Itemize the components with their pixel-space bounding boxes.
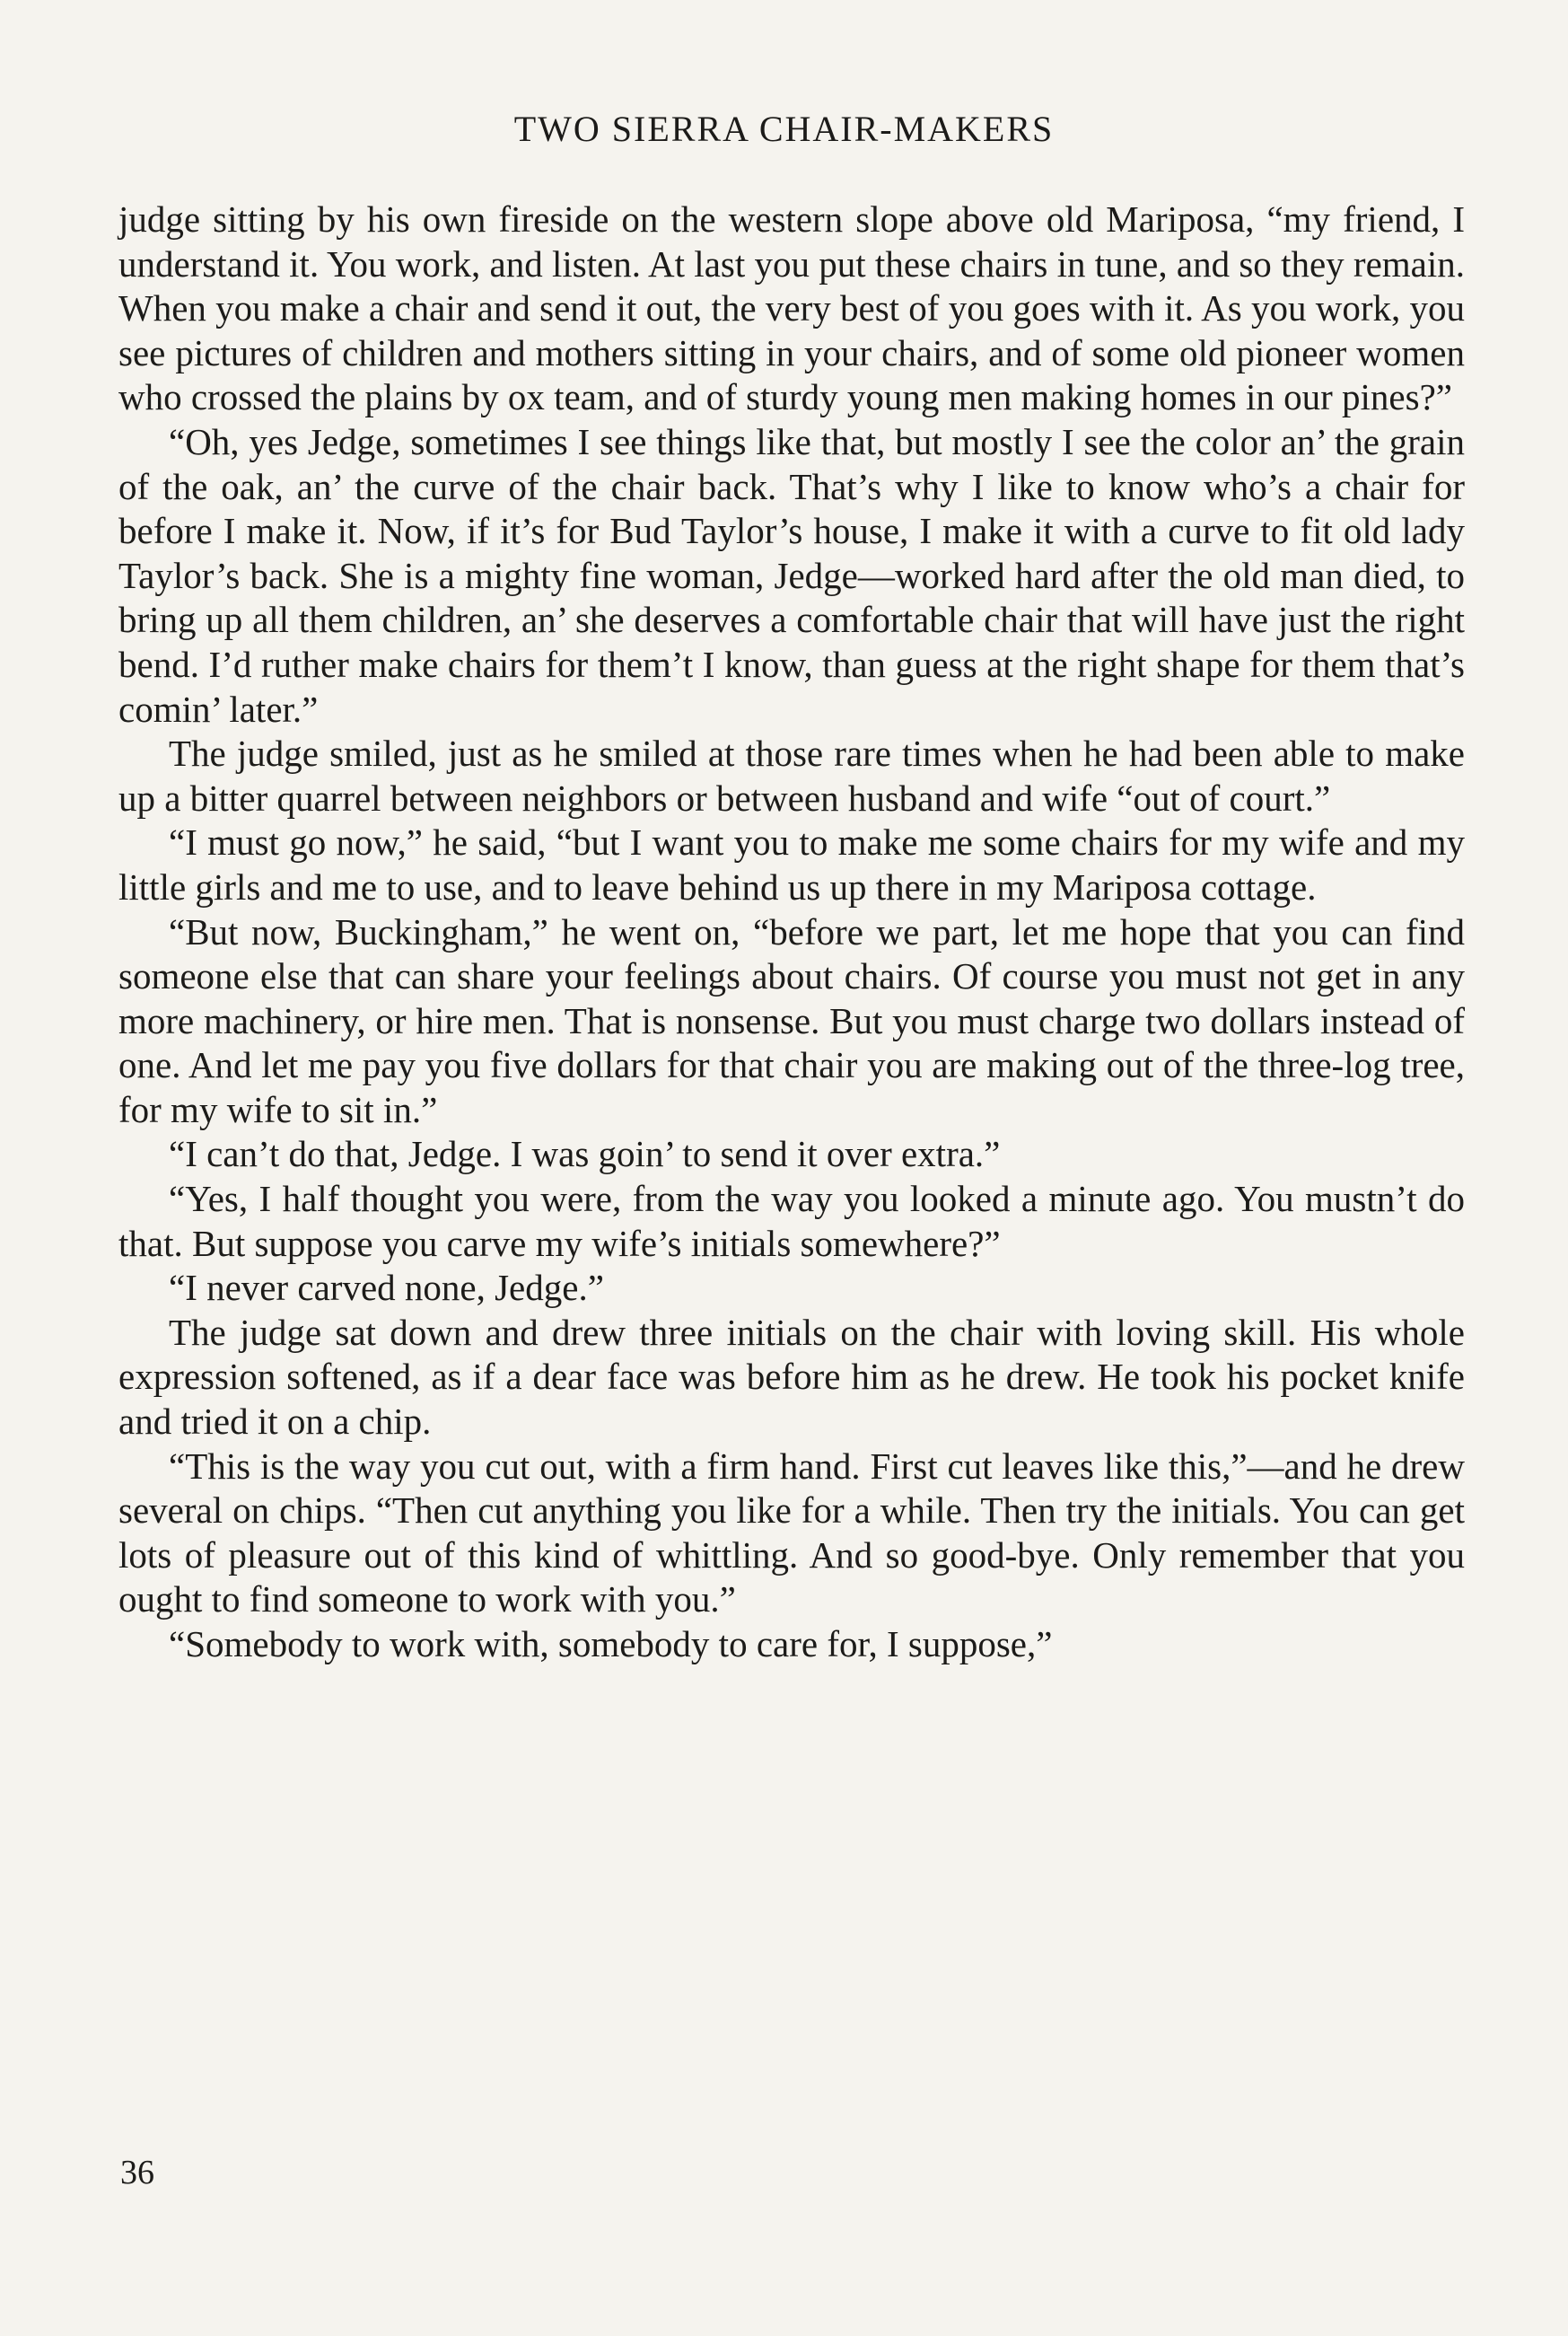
page-number: 36 bbox=[120, 2154, 154, 2191]
paragraph: “I never carved none, Jedge.” bbox=[169, 1267, 604, 1309]
paragraph: The judge smiled, just as he smiled at those rare times when he had been able to make up a bitter quarrel between neighbors or between husband and wife “out of court.” bbox=[118, 733, 1465, 819]
paragraph: “Yes, I half thought you were, from the way you looked a minute ago. You mustn’t do that. But suppose you carve my wife’s initials somewhere?” bbox=[118, 1178, 1465, 1264]
paragraph: “I can’t do that, Jedge. I was goin’ to send it over extra.” bbox=[169, 1133, 1001, 1175]
running-head: TWO SIERRA CHAIR-MAKERS bbox=[513, 109, 1055, 149]
paragraph: “This is the way you cut out, with a firm hand. First cut leaves like this,”—and he drew several on chips. “Then cut anything you like for a while. Then try the initials. You can get lots of pleasure out of this kind of whittling. And so good-bye. Only remember that you ought to find someone to work with you.” bbox=[118, 1445, 1465, 1620]
paragraph: The judge sat down and drew three initials on the chair with loving skill. His whole expression softened, as if a dear face was before him as he drew. He took his pocket knife and tried it on a chip. bbox=[118, 1311, 1465, 1443]
paragraph: “I must go now,” he said, “but I want you to make me some chairs for my wife and my little girls and me to use, and to leave behind us up there in my Mariposa cottage. bbox=[118, 821, 1465, 908]
paragraph: “Somebody to work with, somebody to care for, I suppose,” bbox=[169, 1623, 1053, 1664]
body-text bbox=[118, 198, 1465, 1667]
paragraph: “Oh, yes Jedge, sometimes I see things like that, but mostly I see the color an’ the grain of the oak, an’ the curve of the chair back. That’s why I like to know who’s a chair for before I make it. Now, if it’s for Bud Taylor’s house, I make it with a curve to fit old lady Taylor’s back. She is a mighty fine woman, Jedge—worked hard after the old man died, to bring up all them children, an’ she deserves a comfortable chair that will have just the right bend. I’d ruther make chairs for them’t I know, than guess at the right shape for them that’s comin’ later.” bbox=[118, 420, 1465, 730]
paragraph: judge sitting by his own fireside on the western slope above old Mariposa, “my friend, I understand it. You work, and listen. At last you put these chairs in tune, and so they remain. When you make a chair and send it out, the very best of you goes with it. As you work, you see pictures of children and mothers sitting in your chairs, and of some old pioneer women who crossed the plains by ox team, and of sturdy young men making homes in our pines?” bbox=[118, 198, 1465, 418]
paragraph: “But now, Buckingham,” he went on, “before we part, let me hope that you can find someone else that can share your feelings about chairs. Of course you must not get in any more machinery, or hire men. That is nonsense. But you must charge two dollars instead of one. And let me pay you five dollars for that chair you are making out of the three-log tree, for my wife to sit in.” bbox=[118, 910, 1465, 1130]
